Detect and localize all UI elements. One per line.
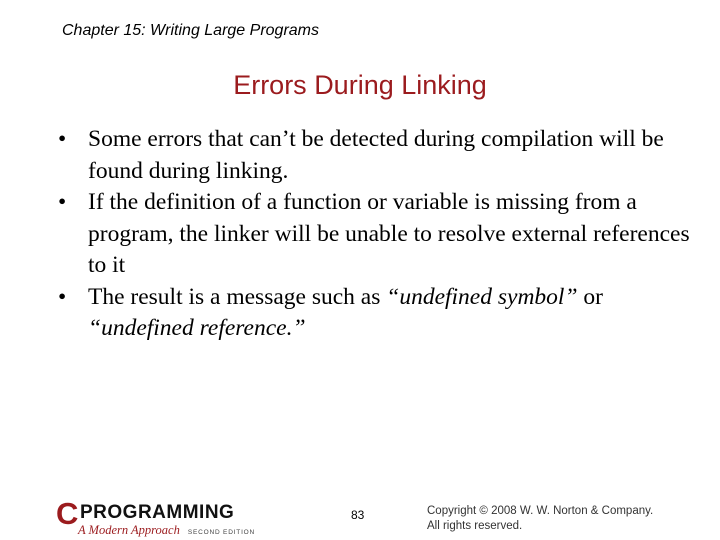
bullet-list <box>58 124 698 345</box>
logo-subtitle-text: A Modern Approach <box>78 523 180 537</box>
logo-wordmark: PROGRAMMING <box>80 502 235 523</box>
bullet-text: Some errors that can’t be detected during compilation will be found during linking. <box>88 126 664 184</box>
bullet-item <box>58 124 698 187</box>
bullet-dot-icon: • <box>58 126 67 152</box>
copyright-line-2: All rights reserved. <box>427 520 523 532</box>
logo-edition: SECOND EDITION <box>187 529 256 536</box>
bullet-item <box>58 187 698 282</box>
slide-title: Errors During Linking <box>233 70 487 100</box>
bullet-dot-icon: • <box>58 189 67 215</box>
copyright-line-1: Copyright © 2008 W. W. Norton & Company. <box>427 505 654 517</box>
book-logo <box>56 498 266 540</box>
bullet-text-middle: or <box>577 283 603 310</box>
copyright-notice <box>427 504 707 534</box>
bullet-text: If the definition of a function or variable is missing from a program, the linker will be unable to resolve external references to it <box>88 189 690 278</box>
bullet-text-prefix: The result is a message such as <box>88 283 387 310</box>
logo-c-letter: C <box>56 496 79 531</box>
quoted-term-undefined-reference: “undefined reference.” <box>88 315 306 341</box>
logo-subtitle <box>78 523 255 538</box>
chapter-header: Chapter 15: Writing Large Programs <box>62 22 319 39</box>
page-number: 83 <box>351 508 365 522</box>
bullet-item <box>58 282 698 345</box>
quoted-term-undefined-symbol: “undefined symbol” <box>386 283 578 310</box>
bullet-dot-icon: • <box>58 283 67 310</box>
